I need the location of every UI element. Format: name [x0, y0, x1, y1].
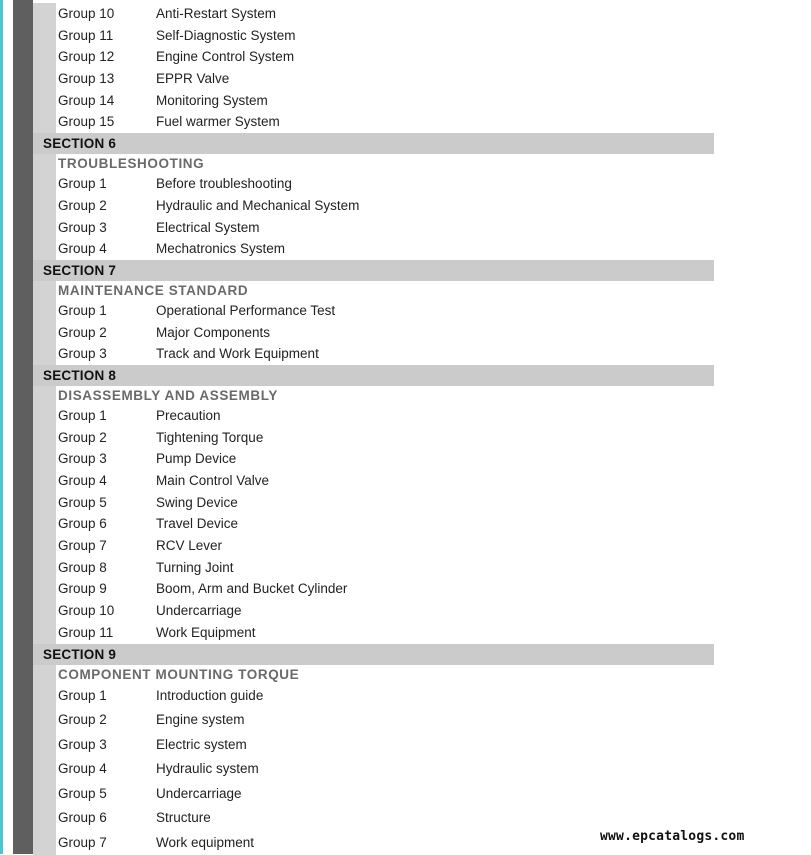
group-number: Group 6 — [58, 806, 107, 831]
group-title: Track and Work Equipment — [156, 343, 319, 365]
group-number: Group 3 — [58, 343, 107, 365]
toc-entry[interactable] — [56, 578, 714, 600]
section-header[interactable]: SECTION 9 — [33, 644, 714, 665]
group-title: Structure — [156, 806, 211, 831]
group-number: Group 7 — [58, 535, 107, 557]
continued-section-block — [33, 3, 714, 133]
group-number: Group 10 — [58, 3, 114, 25]
toc-entry[interactable] — [56, 90, 714, 112]
toc-entry[interactable] — [56, 25, 714, 47]
group-title: Monitoring System — [156, 90, 268, 112]
toc-entry[interactable] — [56, 300, 714, 322]
toc-entry[interactable] — [56, 708, 714, 733]
toc-entry[interactable] — [56, 46, 714, 68]
section-title[interactable]: MAINTENANCE STANDARD — [56, 281, 714, 300]
section-header[interactable]: SECTION 8 — [33, 365, 714, 386]
section-group-list — [33, 154, 714, 260]
group-number: Group 1 — [58, 684, 107, 709]
group-number: Group 2 — [58, 195, 107, 217]
group-number: Group 12 — [58, 46, 114, 68]
group-number: Group 2 — [58, 708, 107, 733]
section-group-list — [33, 281, 714, 365]
group-title: Boom, Arm and Bucket Cylinder — [156, 578, 347, 600]
group-title: Fuel warmer System — [156, 111, 280, 133]
section-title[interactable]: TROUBLESHOOTING — [56, 154, 714, 173]
continued-group-list — [33, 3, 714, 133]
toc-entry[interactable] — [56, 622, 714, 644]
toc-entry[interactable] — [56, 448, 714, 470]
toc-entry[interactable] — [56, 733, 714, 758]
toc-entry[interactable] — [56, 470, 714, 492]
group-title: Mechatronics System — [156, 238, 285, 260]
group-title: Engine Control System — [156, 46, 294, 68]
group-title: Anti-Restart System — [156, 3, 276, 25]
group-number: Group 1 — [58, 300, 107, 322]
group-title: Hydraulic system — [156, 757, 259, 782]
group-title: Travel Device — [156, 513, 238, 535]
toc-entry[interactable] — [56, 405, 714, 427]
group-number: Group 4 — [58, 757, 107, 782]
group-title: EPPR Valve — [156, 68, 229, 90]
section-block — [33, 644, 714, 855]
toc-entry[interactable] — [56, 557, 714, 579]
group-title: Main Control Valve — [156, 470, 269, 492]
group-title: Major Components — [156, 322, 270, 344]
section-block — [33, 365, 714, 644]
group-number: Group 7 — [58, 831, 107, 855]
toc-entry[interactable] — [56, 322, 714, 344]
group-number: Group 9 — [58, 578, 107, 600]
toc-entry[interactable] — [56, 238, 714, 260]
section-list — [33, 133, 714, 855]
toc-entry[interactable] — [56, 782, 714, 807]
group-number: Group 2 — [58, 427, 107, 449]
group-title: Tightening Torque — [156, 427, 263, 449]
group-title: Undercarriage — [156, 600, 242, 622]
left-margin-strip — [13, 0, 33, 854]
group-title: Introduction guide — [156, 684, 263, 709]
group-number: Group 1 — [58, 405, 107, 427]
group-number: Group 3 — [58, 448, 107, 470]
group-number: Group 8 — [58, 557, 107, 579]
group-number: Group 4 — [58, 470, 107, 492]
toc-entry[interactable] — [56, 3, 714, 25]
group-title: Electric system — [156, 733, 247, 758]
toc-entry[interactable] — [56, 111, 714, 133]
group-title: Hydraulic and Mechanical System — [156, 195, 359, 217]
section-title[interactable]: COMPONENT MOUNTING TORQUE — [56, 665, 714, 684]
group-title: Electrical System — [156, 217, 260, 239]
group-number: Group 4 — [58, 238, 107, 260]
toc-entry[interactable] — [56, 343, 714, 365]
toc-entry[interactable] — [56, 535, 714, 557]
group-title: Work equipment — [156, 831, 254, 855]
group-title: Turning Joint — [156, 557, 234, 579]
group-title: Before troubleshooting — [156, 173, 292, 195]
watermark: www.epcatalogs.com — [600, 829, 744, 844]
section-group-list — [33, 665, 714, 855]
toc-entry[interactable] — [56, 195, 714, 217]
section-title[interactable]: DISASSEMBLY AND ASSEMBLY — [56, 386, 714, 405]
section-block — [33, 133, 714, 260]
group-number: Group 5 — [58, 492, 107, 514]
group-number: Group 2 — [58, 322, 107, 344]
group-number: Group 3 — [58, 733, 107, 758]
group-number: Group 5 — [58, 782, 107, 807]
toc-entry[interactable] — [56, 68, 714, 90]
group-title: Work Equipment — [156, 622, 256, 644]
section-group-list — [33, 386, 714, 644]
toc-entry[interactable] — [56, 513, 714, 535]
group-number: Group 10 — [58, 600, 114, 622]
group-number: Group 14 — [58, 90, 114, 112]
group-number: Group 3 — [58, 217, 107, 239]
group-number: Group 13 — [58, 68, 114, 90]
table-of-contents — [33, 3, 714, 855]
group-title: Undercarriage — [156, 782, 242, 807]
toc-entry[interactable] — [56, 757, 714, 782]
group-title: RCV Lever — [156, 535, 222, 557]
group-title: Self-Diagnostic System — [156, 25, 296, 47]
group-title: Engine system — [156, 708, 245, 733]
toc-entry[interactable] — [56, 173, 714, 195]
group-title: Swing Device — [156, 492, 238, 514]
group-title: Pump Device — [156, 448, 236, 470]
section-block — [33, 260, 714, 365]
group-number: Group 11 — [58, 25, 113, 47]
toc-entry[interactable] — [56, 492, 714, 514]
group-number: Group 1 — [58, 173, 107, 195]
section-header[interactable]: SECTION 7 — [33, 260, 714, 281]
toc-entry[interactable] — [56, 684, 714, 709]
group-title: Precaution — [156, 405, 221, 427]
page-edge-line — [0, 0, 3, 854]
toc-entry[interactable] — [56, 600, 714, 622]
section-header[interactable]: SECTION 6 — [33, 133, 714, 154]
toc-entry[interactable] — [56, 806, 714, 831]
toc-entry[interactable] — [56, 217, 714, 239]
group-number: Group 11 — [58, 622, 113, 644]
group-title: Operational Performance Test — [156, 300, 335, 322]
group-number: Group 15 — [58, 111, 114, 133]
group-number: Group 6 — [58, 513, 107, 535]
toc-entry[interactable] — [56, 427, 714, 449]
